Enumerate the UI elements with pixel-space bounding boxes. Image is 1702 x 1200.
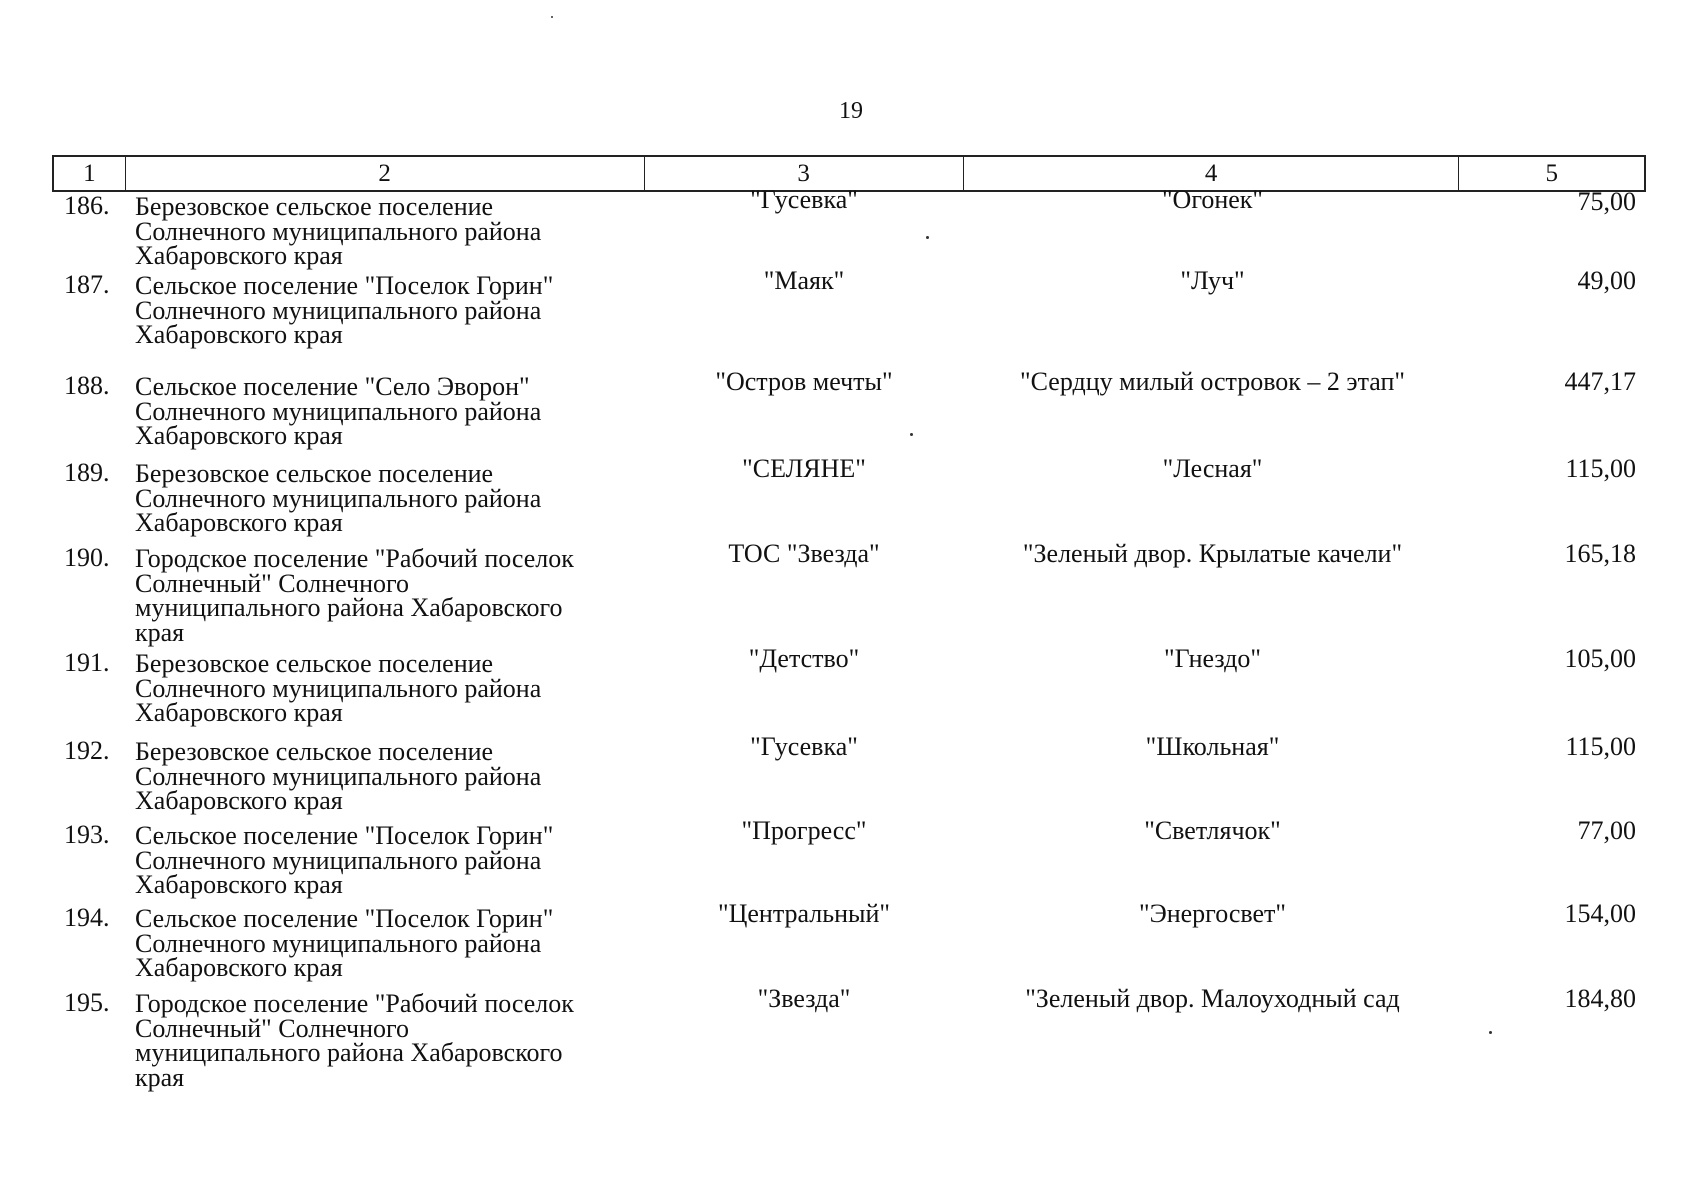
amount: 115,00 — [1565, 454, 1636, 483]
amount: 77,00 — [1577, 816, 1636, 845]
amount: 165,18 — [1564, 539, 1636, 568]
header-col-5: 5 — [1545, 160, 1558, 187]
municipality-name: Городское поселение "Рабочий поселок Солнечный" Солнечного муниципального района Хабаровского края — [135, 544, 574, 647]
project-name: "Зеленый двор. Малоуходный сад — [1025, 984, 1400, 1013]
scan-speck — [1489, 1031, 1492, 1034]
tos-name: "Центральный" — [717, 899, 891, 928]
amount: 184,80 — [1564, 984, 1636, 1013]
amount: 49,00 — [1577, 266, 1636, 295]
project-name: "Зеленый двор. Крылатые качели" — [1022, 539, 1403, 568]
tos-name: ТОС "Звезда" — [728, 539, 880, 568]
project-name: "Светлячок" — [1144, 816, 1281, 845]
row-number: 194. — [64, 903, 110, 932]
project-name: "Энергосвет" — [1138, 899, 1287, 928]
municipality-name: Сельское поселение "Поселок Горин" Солнечного муниципального района Хабаровского края — [135, 271, 554, 349]
project-name: "Лесная" — [1162, 454, 1263, 483]
amount: 115,00 — [1565, 732, 1636, 761]
project-name: "Огонек" — [1161, 185, 1264, 214]
project-name: "Сердцу милый островок – 2 этап" — [1020, 367, 1405, 396]
row-number: 188. — [64, 371, 110, 400]
row-number: 192. — [64, 736, 110, 765]
project-name: "Луч" — [1180, 266, 1245, 295]
municipality-name: Сельское поселение "Поселок Горин" Солнечного муниципального района Хабаровского края — [135, 821, 554, 899]
municipality-name: Березовское сельское поселение Солнечного муниципального района Хабаровского края — [135, 192, 542, 270]
municipality-name: Сельское поселение "Село Эворон" Солнечного муниципального района Хабаровского края — [135, 372, 542, 450]
tos-name: "Прогресс" — [741, 816, 867, 845]
row-number: 186. — [64, 191, 110, 220]
row-number: 191. — [64, 648, 110, 677]
amount: 447,17 — [1564, 367, 1636, 396]
row-number: 193. — [64, 820, 110, 849]
header-col-2: 2 — [126, 157, 645, 190]
tos-name: "Маяк" — [763, 266, 845, 295]
row-number: 190. — [64, 543, 110, 572]
amount: 105,00 — [1564, 644, 1636, 673]
row-number: 195. — [64, 988, 110, 1017]
municipality-name: Березовское сельское поселение Солнечного муниципального района Хабаровского края — [135, 459, 542, 537]
municipality-name: Березовское сельское поселение Солнечного муниципального района Хабаровского края — [135, 737, 542, 815]
header-col-3: 3 — [645, 157, 964, 190]
tos-name: "Остров мечты" — [715, 367, 893, 396]
amount: 154,00 — [1564, 899, 1636, 928]
tos-name: "Гусевка" — [750, 185, 858, 214]
amount: 75,00 — [1577, 187, 1636, 216]
municipality-name: Сельское поселение "Поселок Горин" Солнечного муниципального района Хабаровского края — [135, 904, 554, 982]
scan-speck — [926, 236, 929, 239]
tos-name: "Гусевка" — [750, 732, 858, 761]
project-name: "Школьная" — [1145, 732, 1280, 761]
municipality-name: Городское поселение "Рабочий поселок Солнечный" Солнечного муниципального района Хабаровского края — [135, 989, 574, 1092]
tos-name: "СЕЛЯНЕ" — [742, 454, 866, 483]
project-name: "Гнездо" — [1163, 644, 1262, 673]
tos-name: "Звезда" — [757, 984, 851, 1013]
row-number: 187. — [64, 270, 110, 299]
tos-name: "Детство" — [748, 644, 860, 673]
page-number: 19 — [839, 98, 863, 124]
row-number: 189. — [64, 458, 110, 487]
header-col-1: 1 — [54, 157, 126, 190]
scan-speck — [551, 16, 553, 18]
municipality-name: Березовское сельское поселение Солнечного муниципального района Хабаровского края — [135, 649, 542, 727]
scan-speck — [910, 433, 913, 436]
header-col-4: 4 — [964, 157, 1460, 190]
